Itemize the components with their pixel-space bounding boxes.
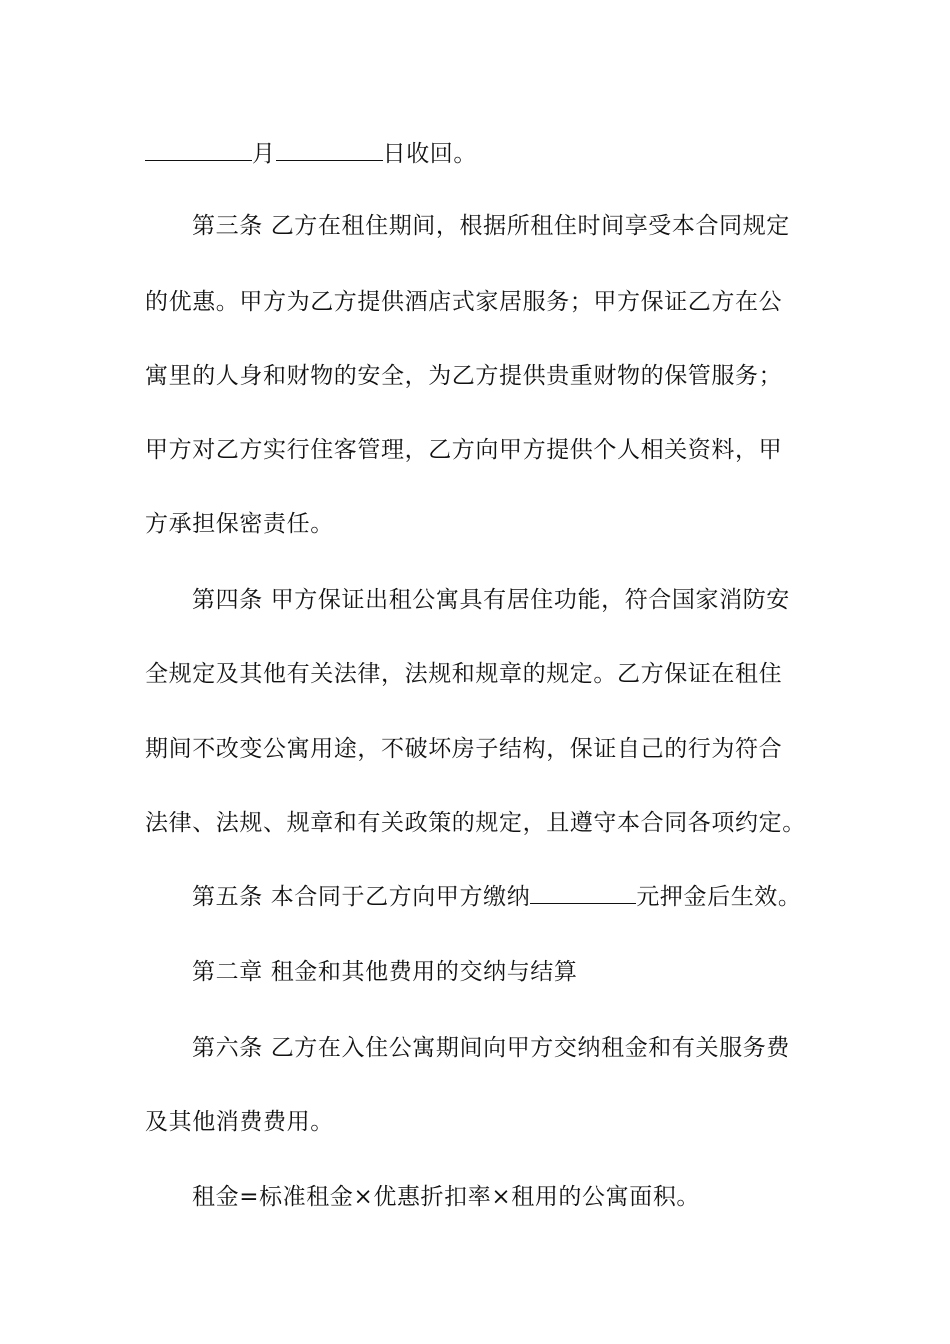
paragraph-line: 及其他消费费用。 [145, 1109, 334, 1135]
formula-line: 租金=标准租金×优惠折扣率×租用的公寓面积。 [192, 1184, 701, 1210]
paragraph-line: 期间不改变公寓用途，不破坏房子结构，保证自己的行为符合 [145, 736, 783, 762]
clause-5-line [192, 877, 815, 917]
paragraph-line: 法律、法规、规章和有关政策的规定，且遵守本合同各项约定。 [145, 810, 806, 836]
blank-field [145, 134, 252, 161]
blank-field [276, 134, 383, 161]
paragraph-line: 甲方对乙方实行住客管理，乙方向甲方提供个人相关资料，甲 [145, 437, 783, 463]
paragraph-line: 全规定及其他有关法律，法规和规章的规定。乙方保证在租住 [145, 661, 783, 687]
text: 元押金后生效。 [636, 884, 802, 910]
paragraph-line: 的优惠。甲方为乙方提供酒店式家居服务；甲方保证乙方在公 [145, 289, 783, 315]
text: 日收回。 [382, 141, 478, 167]
clause-3-line: 第三条 乙方在租住期间，根据所租住时间享受本合同规定 [192, 213, 790, 239]
clause-6-line: 第六条 乙方在入住公寓期间向甲方交纳租金和有关服务费 [192, 1035, 790, 1061]
paragraph-line [145, 134, 815, 174]
paragraph-line: 寓里的人身和财物的安全，为乙方提供贵重财物的保管服务； [145, 363, 783, 389]
blank-field [530, 877, 636, 904]
chapter-heading: 第二章 租金和其他费用的交纳与结算 [192, 959, 578, 985]
paragraph-line: 方承担保密责任。 [145, 511, 334, 537]
text: 月 [252, 141, 276, 167]
text: 第五条 本合同于乙方向甲方缴纳 [192, 884, 531, 910]
clause-4-line: 第四条 甲方保证出租公寓具有居住功能，符合国家消防安 [192, 587, 790, 613]
